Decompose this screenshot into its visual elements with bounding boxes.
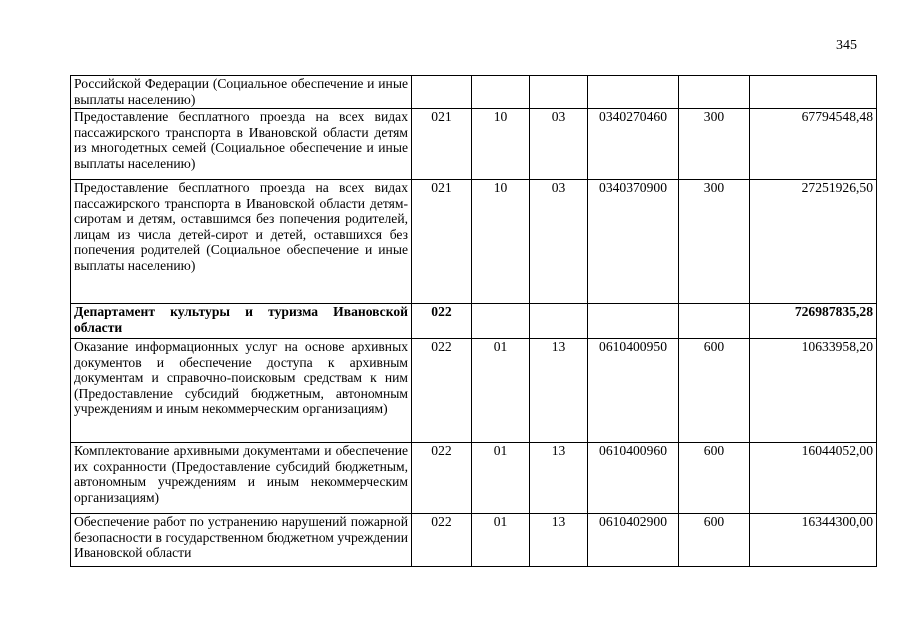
row-ved: 022 xyxy=(412,514,472,567)
row-pr xyxy=(530,304,588,339)
row-ved: 021 xyxy=(412,180,472,304)
row-rz: 10 xyxy=(472,180,530,304)
row-description-text: Обеспечение работ по устранению нарушений пожарной безопасности в государственном бюджетном учреждении Ивановской области xyxy=(74,514,408,561)
row-sum: 16344300,00 xyxy=(750,514,877,567)
row-csr: 0610400950 xyxy=(588,339,679,443)
row-sum: 27251926,50 xyxy=(750,180,877,304)
row-sum xyxy=(750,76,877,109)
row-pr: 03 xyxy=(530,109,588,180)
row-sum: 726987835,28 xyxy=(750,304,877,339)
row-ved xyxy=(412,76,472,109)
row-description: Комплектование архивными документами и обеспечение их сохранности (Предоставление субсидий бюджетным, автономным учреждениям и иным некоммерческим организациям) xyxy=(71,443,412,514)
row-csr: 0340370900 xyxy=(588,180,679,304)
row-rz xyxy=(472,76,530,109)
row-pr: 13 xyxy=(530,339,588,443)
row-ved: 022 xyxy=(412,304,472,339)
row-vr xyxy=(679,76,750,109)
row-ved: 021 xyxy=(412,109,472,180)
table-row xyxy=(71,76,877,109)
row-vr xyxy=(679,304,750,339)
row-pr: 13 xyxy=(530,443,588,514)
row-description: Предоставление бесплатного проезда на всех видах пассажирского транспорта в Ивановской области детям-сиротам и детям, оставшимся без попечения родителей, лицам из числа детей-сирот и детей, оставшихся без попечения родителей (Социальное обеспечение и иные выплаты населению) xyxy=(71,180,412,304)
row-vr: 300 xyxy=(679,109,750,180)
table-row xyxy=(71,514,877,567)
row-csr xyxy=(588,76,679,109)
row-csr: 0610402900 xyxy=(588,514,679,567)
row-ved: 022 xyxy=(412,443,472,514)
row-description xyxy=(71,514,412,567)
row-sum: 16044052,00 xyxy=(750,443,877,514)
table-row xyxy=(71,180,877,304)
budget-table xyxy=(70,75,877,567)
row-rz: 10 xyxy=(472,109,530,180)
row-vr: 300 xyxy=(679,180,750,304)
row-csr: 0340270460 xyxy=(588,109,679,180)
table-row xyxy=(71,304,877,339)
row-rz xyxy=(472,304,530,339)
row-csr xyxy=(588,304,679,339)
row-description: Департамент культуры и туризма Ивановской области xyxy=(71,304,412,339)
row-rz: 01 xyxy=(472,443,530,514)
row-ved: 022 xyxy=(412,339,472,443)
row-vr: 600 xyxy=(679,443,750,514)
row-pr: 03 xyxy=(530,180,588,304)
row-rz: 01 xyxy=(472,514,530,567)
row-rz: 01 xyxy=(472,339,530,443)
row-description: Оказание информационных услуг на основе архивных документов и обеспечение доступа к архивным документам и справочно-поисковым средствам к ним (Предоставление субсидий бюджетным, автономным учреждениям и иным некоммерческим организациям) xyxy=(71,339,412,443)
row-sum: 67794548,48 xyxy=(750,109,877,180)
row-pr xyxy=(530,76,588,109)
table-row xyxy=(71,443,877,514)
row-sum: 10633958,20 xyxy=(750,339,877,443)
row-vr: 600 xyxy=(679,339,750,443)
row-pr: 13 xyxy=(530,514,588,567)
row-vr: 600 xyxy=(679,514,750,567)
row-description: Предоставление бесплатного проезда на всех видах пассажирского транспорта в Ивановской области детям из многодетных семей (Социальное обеспечение и иные выплаты населению) xyxy=(71,109,412,180)
row-csr: 0610400960 xyxy=(588,443,679,514)
table-row xyxy=(71,339,877,443)
page-number: 345 xyxy=(836,38,857,53)
table-row xyxy=(71,109,877,180)
row-description: Российской Федерации (Социальное обеспечение и иные выплаты населению) xyxy=(71,76,412,109)
